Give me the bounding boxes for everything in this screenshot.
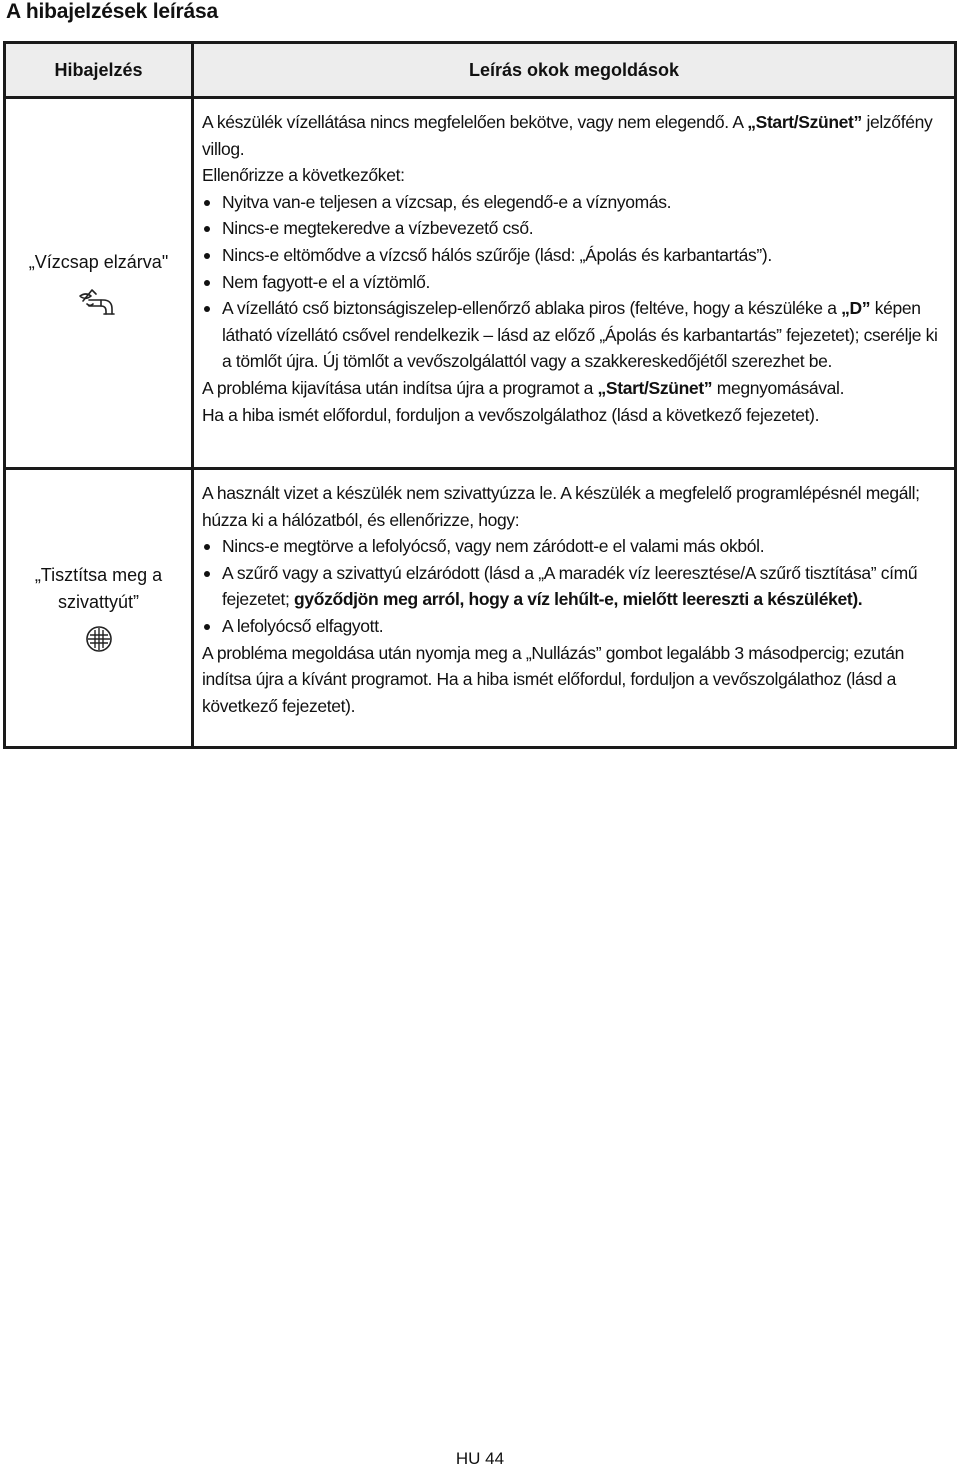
- fault-label: „Vízcsap elzárva": [28, 251, 169, 272]
- header-description: Leírás okok megoldások: [193, 43, 956, 98]
- list-item: Nincs-e megtekeredve a vízbevezető cső.: [202, 215, 946, 242]
- table-row: [5, 469, 956, 748]
- desc-paragraph: Ha a hiba ismét előfordul, forduljon a vevőszolgálathoz (lásd a következő fejezetet).: [202, 404, 820, 425]
- pump-filter-icon: [84, 624, 114, 654]
- list-item: Nyitva van-e teljesen a vízcsap, és elegendő-e a víznyomás.: [202, 189, 946, 216]
- check-list: [202, 189, 946, 375]
- list-item: Nem fagyott-e el a víztömlő.: [202, 269, 946, 296]
- fault-description: [193, 469, 956, 748]
- desc-paragraph: Ellenőrizze a következőket:: [202, 165, 405, 186]
- list-item: A lefolyócső elfagyott.: [202, 613, 946, 640]
- header-fault-code: Hibajelzés: [5, 43, 193, 98]
- fault-label: „Tisztítsa meg a szivattyút”: [34, 565, 163, 612]
- desc-paragraph: A használt vizet a készülék nem szivattyúzza le. A készülék a megfelelő programlépésnél megáll; húzza ki a hálózatból, és ellenőrizze, hogy:: [202, 483, 920, 530]
- table-header-row: [5, 43, 956, 98]
- table-row: [5, 98, 956, 469]
- desc-paragraph: A probléma megoldása után nyomja meg a „Nullázás” gombot legalább 3 másodpercig; ezután indítsa újra a kívánt programot. Ha a hiba ismét előfordul, forduljon a vevőszolgálathoz (lásd a következő fejezetet).: [202, 642, 905, 716]
- fault-code-cell: [5, 98, 193, 469]
- faucet-icon: [77, 284, 121, 318]
- list-item: Nincs-e eltömődve a vízcső hálós szűrője (lásd: „Ápolás és karbantartás”).: [202, 242, 946, 269]
- fault-table: [3, 41, 957, 749]
- fault-description: [193, 98, 956, 469]
- desc-paragraph: A probléma kijavítása után indítsa újra a programot a „Start/Szünet” megnyomásával.: [202, 377, 845, 398]
- desc-paragraph: A készülék vízellátása nincs megfelelően bekötve, vagy nem elegendő. A „Start/Szünet” jelzőfény villog.: [202, 112, 933, 159]
- fault-code-cell: [5, 469, 193, 748]
- check-list: [202, 533, 946, 639]
- page-title: A hibajelzések leírása: [6, 0, 218, 23]
- list-item: A vízellátó cső biztonságiszelep-ellenőrző ablaka piros (feltéve, hogy a készüléke a „D” képen látható vízellátó csővel rendelkezik – lásd az előző „Ápolás és karbantartás” fejezetet); cserélje ki a tömlőt újra. Új tömlőt a vevőszolgálattól vagy a szakkereskedőjétől szerezhet be.: [202, 295, 946, 375]
- list-item: Nincs-e megtörve a lefolyócső, vagy nem záródott-e el valami más okból.: [202, 533, 946, 560]
- page-number: HU 44: [455, 1449, 505, 1468]
- list-item: A szűrő vagy a szivattyú elzáródott (lásd a „A maradék víz leeresztése/A szűrő tisztítása” című fejezetet; győződjön meg arról, hogy a víz lehűlt-e, mielőtt leereszti a készüléket).: [202, 560, 946, 613]
